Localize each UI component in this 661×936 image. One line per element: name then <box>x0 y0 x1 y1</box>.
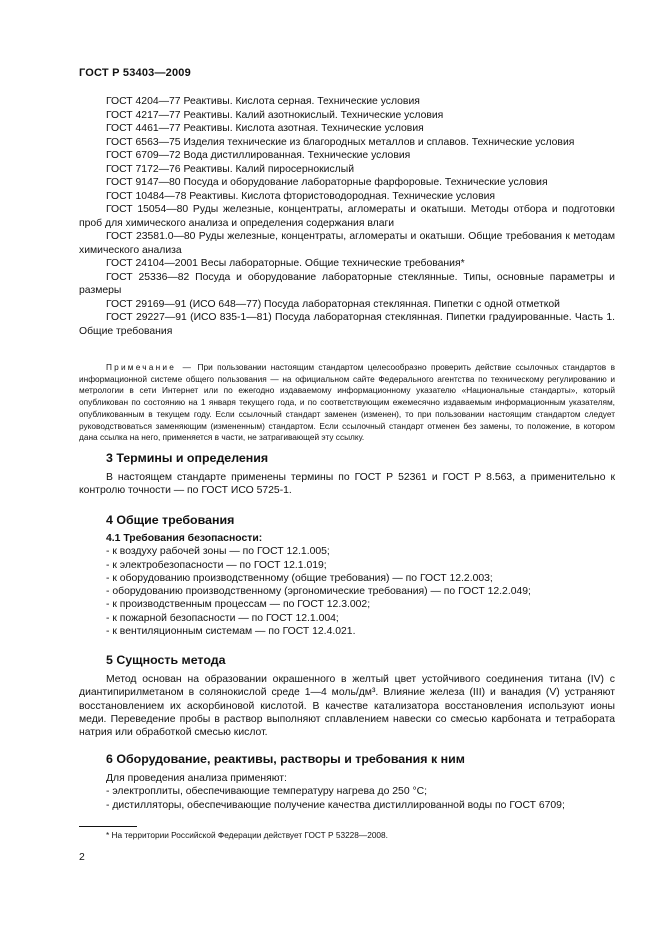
list-item: - к оборудованию производственному (общие требования) — по ГОСТ 12.2.003; <box>106 572 615 585</box>
page-header: ГОСТ Р 53403—2009 <box>79 67 191 79</box>
section-3-title: 3 Термины и определения <box>106 451 269 465</box>
safety-requirements-list <box>79 545 615 638</box>
list-item: - к воздуху рабочей зоны — по ГОСТ 12.1.005; <box>106 545 615 558</box>
equipment-list <box>79 785 615 812</box>
section-3-body <box>79 471 615 498</box>
page-number: 2 <box>79 852 85 863</box>
section-6-body <box>79 772 615 812</box>
list-item: - оборудованию производственному (эргономические требования) — по ГОСТ 12.2.049; <box>106 585 615 598</box>
list-item: - к производственным процессам — по ГОСТ 12.3.002; <box>106 598 615 611</box>
reference-item: ГОСТ 9147—80 Посуда и оборудование лабораторные фарфоровые. Технические условия <box>106 177 548 188</box>
reference-item: ГОСТ 15054—80 Руды железные, концентраты, агломераты и окатыши. Методы отбора и подготовки проб для химического анализа и определения содержания влаги <box>79 204 615 229</box>
reference-item: ГОСТ 4204—77 Реактивы. Кислота серная. Технические условия <box>106 96 420 107</box>
reference-item: ГОСТ 29169—91 (ИСО 648—77) Посуда лабораторная стеклянная. Пипетки с одной отметкой <box>106 298 560 310</box>
list-item: - к вентиляционным системам — по ГОСТ 12.4.021. <box>106 625 615 638</box>
reference-item: ГОСТ 7172—76 Реактивы. Калий пиросернокислый <box>106 163 355 175</box>
reference-item: ГОСТ 4217—77 Реактивы. Калий азотнокислый. Технические условия <box>106 109 444 121</box>
section-5-body <box>79 673 615 739</box>
reference-item: ГОСТ 4461—77 Реактивы. Кислота азотная. Технические условия <box>106 123 424 134</box>
list-item: - электроплиты, обеспечивающие температуру нагрева до 250 °С; <box>106 785 615 798</box>
safety-requirements-subtitle: 4.1 Требования безопасности: <box>106 533 263 544</box>
reference-item: ГОСТ 24104—2001 Весы лабораторные. Общие технические требования* <box>106 258 465 269</box>
footnote: * На территории Российской Федерации действует ГОСТ Р 53228—2008. <box>106 830 388 840</box>
note-paragraph <box>79 362 615 444</box>
footnote-separator <box>79 826 137 827</box>
reference-item: ГОСТ 10484—78 Реактивы. Кислота фтористоводородная. Технические условия <box>106 190 496 202</box>
list-item: - дистилляторы, обеспечивающие получение качества дистиллированной воды по ГОСТ 6709; <box>106 799 615 812</box>
section-5-title: 5 Сущность метода <box>106 653 226 667</box>
reference-item: ГОСТ 25336—82 Посуда и оборудование лабораторные стеклянные. Типы, основные параметры и размеры <box>79 271 615 296</box>
section-6-title: 6 Оборудование, реактивы, растворы и требования к ним <box>106 752 465 766</box>
list-item: - к пожарной безопасности — по ГОСТ 12.1.004; <box>106 612 615 625</box>
section-6-intro: Для проведения анализа применяют: <box>106 773 287 784</box>
section-3-text: В настоящем стандарте применены термины по ГОСТ Р 52361 и ГОСТ Р 8.563, а применительно к контролю точности — по ГОСТ ИСО 5725-1. <box>79 472 615 497</box>
reference-item: ГОСТ 6563—75 Изделия технические из благородных металлов и сплавов. Технические условия <box>106 136 575 148</box>
reference-item: ГОСТ 23581.0—80 Руды железные, концентраты, агломераты и окатыши. Общие требования к методам химического анализа <box>79 231 615 256</box>
section-5-text: Метод основан на образовании окрашенного в желтый цвет устойчивого соединения титана (IV) с диантипирилметаном в солянокислой среде 1—4 моль/дм³. Влияние железа (III) и ванадия (V) устраняют восстановлением их аскорбиновой кислотой. В качестве катализатора восстановления используют ионы меди. Переведение пробы в раствор выполняют сплавлением навески со смесью карбоната и тетрабората натрия или обработкой смесью кислот. <box>79 674 615 739</box>
note-lead: Примечание — <box>106 362 194 372</box>
list-item: - к электробезопасности — по ГОСТ 12.1.019; <box>106 559 615 572</box>
section-4-title: 4 Общие требования <box>106 513 235 527</box>
reference-item: ГОСТ 29227—91 (ИСО 835-1—81) Посуда лабораторная стеклянная. Пипетки градуированные. Часть 1. Общие требования <box>79 312 615 337</box>
reference-item: ГОСТ 6709—72 Вода дистиллированная. Технические условия <box>106 150 411 161</box>
note-text: При пользовании настоящим стандартом целесообразно проверить действие ссылочных стандартов в информационной системе общего пользования — на официальном сайте Федерального агентства по техническому регулированию и метрологии в сети Интернет или по ежегодно издаваемому информационному указателю «Национальные стандарты», который опубликован по состоянию на 1 января текущего года, и по соответствующим ежемесячно издаваемым информационным указателям, опубликованным в текущем году. Если ссылочный стандарт заменен (изменен), то при пользовании настоящим стандартом следует руководствоваться заменяющим (измененным) стандартом. Если ссылочный стандарт отменен без замены, то положение, в котором дана ссылка на него, применяется в части, не затрагивающей эту ссылку. <box>79 362 615 443</box>
section-4-body <box>79 532 615 638</box>
normative-references-list <box>79 95 615 338</box>
